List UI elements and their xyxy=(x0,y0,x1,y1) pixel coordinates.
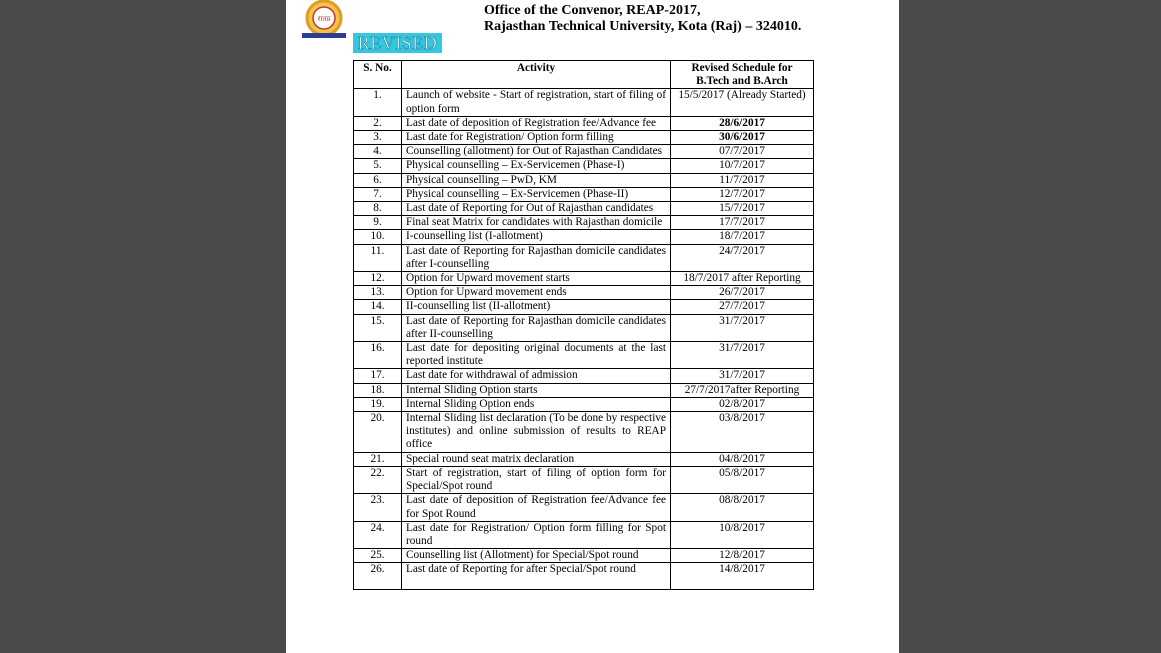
row-sno: 3. xyxy=(354,131,402,145)
row-activity: Internal Sliding list declaration (To be done by respective institutes) and online submission of results to REAP office xyxy=(402,412,671,453)
row-activity: Start of registration, start of filing of option form for Special/Spot round xyxy=(402,466,671,493)
table-row xyxy=(354,466,814,493)
row-date: 18/7/2017 xyxy=(671,230,814,244)
row-sno: 24. xyxy=(354,521,402,548)
row-activity: Counselling list (Allotment) for Special/Spot round xyxy=(402,549,671,563)
row-activity: I-counselling list (I-allotment) xyxy=(402,230,671,244)
row-activity: Option for Upward movement ends xyxy=(402,286,671,300)
university-logo xyxy=(298,0,350,40)
row-date: 26/7/2017 xyxy=(671,286,814,300)
table-row xyxy=(354,216,814,230)
table-row xyxy=(354,187,814,201)
table-row xyxy=(354,369,814,383)
schedule-table-body xyxy=(354,89,814,590)
schedule-table xyxy=(353,60,814,590)
row-activity: II-counselling list (II-allotment) xyxy=(402,300,671,314)
row-activity: Launch of website - Start of registration, start of filing of option form xyxy=(402,89,671,116)
row-date: 03/8/2017 xyxy=(671,412,814,453)
row-activity: Last date of Reporting for after Special/Spot round xyxy=(402,563,671,590)
row-activity: Last date for Registration/ Option form filling for Spot round xyxy=(402,521,671,548)
table-row xyxy=(354,230,814,244)
row-date: 10/8/2017 xyxy=(671,521,814,548)
row-activity: Last date for Registration/ Option form filling xyxy=(402,131,671,145)
table-row xyxy=(354,383,814,397)
row-sno: 25. xyxy=(354,549,402,563)
table-row xyxy=(354,202,814,216)
row-activity: Internal Sliding Option starts xyxy=(402,383,671,397)
table-row xyxy=(354,173,814,187)
row-activity: Last date for withdrawal of admission xyxy=(402,369,671,383)
table-row xyxy=(354,314,814,341)
row-sno: 6. xyxy=(354,173,402,187)
row-date: 17/7/2017 xyxy=(671,216,814,230)
revised-badge: REVISED xyxy=(353,33,442,53)
table-row xyxy=(354,286,814,300)
row-activity: Special round seat matrix declaration xyxy=(402,452,671,466)
row-activity: Last date for depositing original documents at the last reported institute xyxy=(402,342,671,369)
row-sno: 15. xyxy=(354,314,402,341)
row-activity: Last date of Reporting for Rajasthan domicile candidates after I-counselling xyxy=(402,244,671,271)
row-activity: Physical counselling – Ex-Servicemen (Phase-II) xyxy=(402,187,671,201)
row-activity: Physical counselling – PwD, KM xyxy=(402,173,671,187)
row-sno: 5. xyxy=(354,159,402,173)
row-sno: 12. xyxy=(354,272,402,286)
row-activity: Physical counselling – Ex-Servicemen (Phase-I) xyxy=(402,159,671,173)
row-date: 27/7/2017 xyxy=(671,300,814,314)
table-row xyxy=(354,300,814,314)
col-header-activity: Activity xyxy=(402,61,671,89)
col-header-schedule: Revised Schedule for B.Tech and B.Arch xyxy=(671,61,814,89)
row-sno: 7. xyxy=(354,187,402,201)
row-date: 31/7/2017 xyxy=(671,342,814,369)
svg-text:रातप्र: रातप्र xyxy=(317,15,331,23)
row-date: 04/8/2017 xyxy=(671,452,814,466)
heading-line-1: Office of the Convenor, REAP-2017, xyxy=(484,3,701,18)
table-row xyxy=(354,272,814,286)
row-sno: 16. xyxy=(354,342,402,369)
row-sno: 8. xyxy=(354,202,402,216)
row-activity: Last date of deposition of Registration fee/Advance fee for Spot Round xyxy=(402,494,671,521)
row-activity: Final seat Matrix for candidates with Rajasthan domicile xyxy=(402,216,671,230)
office-heading xyxy=(484,3,801,35)
heading-line-2: Rajasthan Technical University, Kota (Raj) – 324010. xyxy=(484,19,802,34)
row-sno: 26. xyxy=(354,563,402,590)
row-date: 12/7/2017 xyxy=(671,187,814,201)
table-row xyxy=(354,159,814,173)
table-row xyxy=(354,412,814,453)
row-date: 15/7/2017 xyxy=(671,202,814,216)
row-sno: 10. xyxy=(354,230,402,244)
table-row xyxy=(354,549,814,563)
col-header-sno: S. No. xyxy=(354,61,402,89)
row-date: 11/7/2017 xyxy=(671,173,814,187)
row-sno: 23. xyxy=(354,494,402,521)
table-row xyxy=(354,563,814,590)
table-row xyxy=(354,397,814,411)
row-date: 31/7/2017 xyxy=(671,369,814,383)
table-row xyxy=(354,145,814,159)
table-row xyxy=(354,342,814,369)
document-page xyxy=(286,0,899,653)
row-activity: Internal Sliding Option ends xyxy=(402,397,671,411)
row-date: 12/8/2017 xyxy=(671,549,814,563)
table-row xyxy=(354,89,814,116)
row-sno: 21. xyxy=(354,452,402,466)
row-date: 14/8/2017 xyxy=(671,563,814,590)
row-date: 02/8/2017 xyxy=(671,397,814,411)
row-activity: Last date of Reporting for Rajasthan domicile candidates after II-counselling xyxy=(402,314,671,341)
row-date: 15/5/2017 (Already Started) xyxy=(671,89,814,116)
row-sno: 20. xyxy=(354,412,402,453)
table-row xyxy=(354,452,814,466)
row-date: 18/7/2017 after Reporting xyxy=(671,272,814,286)
row-activity: Counselling (allotment) for Out of Rajasthan Candidates xyxy=(402,145,671,159)
table-row xyxy=(354,521,814,548)
row-sno: 1. xyxy=(354,89,402,116)
row-sno: 18. xyxy=(354,383,402,397)
row-sno: 17. xyxy=(354,369,402,383)
row-activity: Last date of deposition of Registration fee/Advance fee xyxy=(402,116,671,130)
row-sno: 19. xyxy=(354,397,402,411)
row-date: 24/7/2017 xyxy=(671,244,814,271)
row-sno: 4. xyxy=(354,145,402,159)
row-date: 10/7/2017 xyxy=(671,159,814,173)
row-sno: 11. xyxy=(354,244,402,271)
row-activity: Option for Upward movement starts xyxy=(402,272,671,286)
row-sno: 14. xyxy=(354,300,402,314)
row-date: 27/7/2017after Reporting xyxy=(671,383,814,397)
row-activity: Last date of Reporting for Out of Rajasthan candidates xyxy=(402,202,671,216)
row-date: 31/7/2017 xyxy=(671,314,814,341)
row-sno: 22. xyxy=(354,466,402,493)
row-sno: 2. xyxy=(354,116,402,130)
row-date: 07/7/2017 xyxy=(671,145,814,159)
row-date: 28/6/2017 xyxy=(671,116,814,130)
row-sno: 9. xyxy=(354,216,402,230)
row-sno: 13. xyxy=(354,286,402,300)
table-row xyxy=(354,131,814,145)
table-row xyxy=(354,494,814,521)
table-header-row xyxy=(354,61,814,89)
row-date: 08/8/2017 xyxy=(671,494,814,521)
row-date: 30/6/2017 xyxy=(671,131,814,145)
row-date: 05/8/2017 xyxy=(671,466,814,493)
table-row xyxy=(354,116,814,130)
table-row xyxy=(354,244,814,271)
